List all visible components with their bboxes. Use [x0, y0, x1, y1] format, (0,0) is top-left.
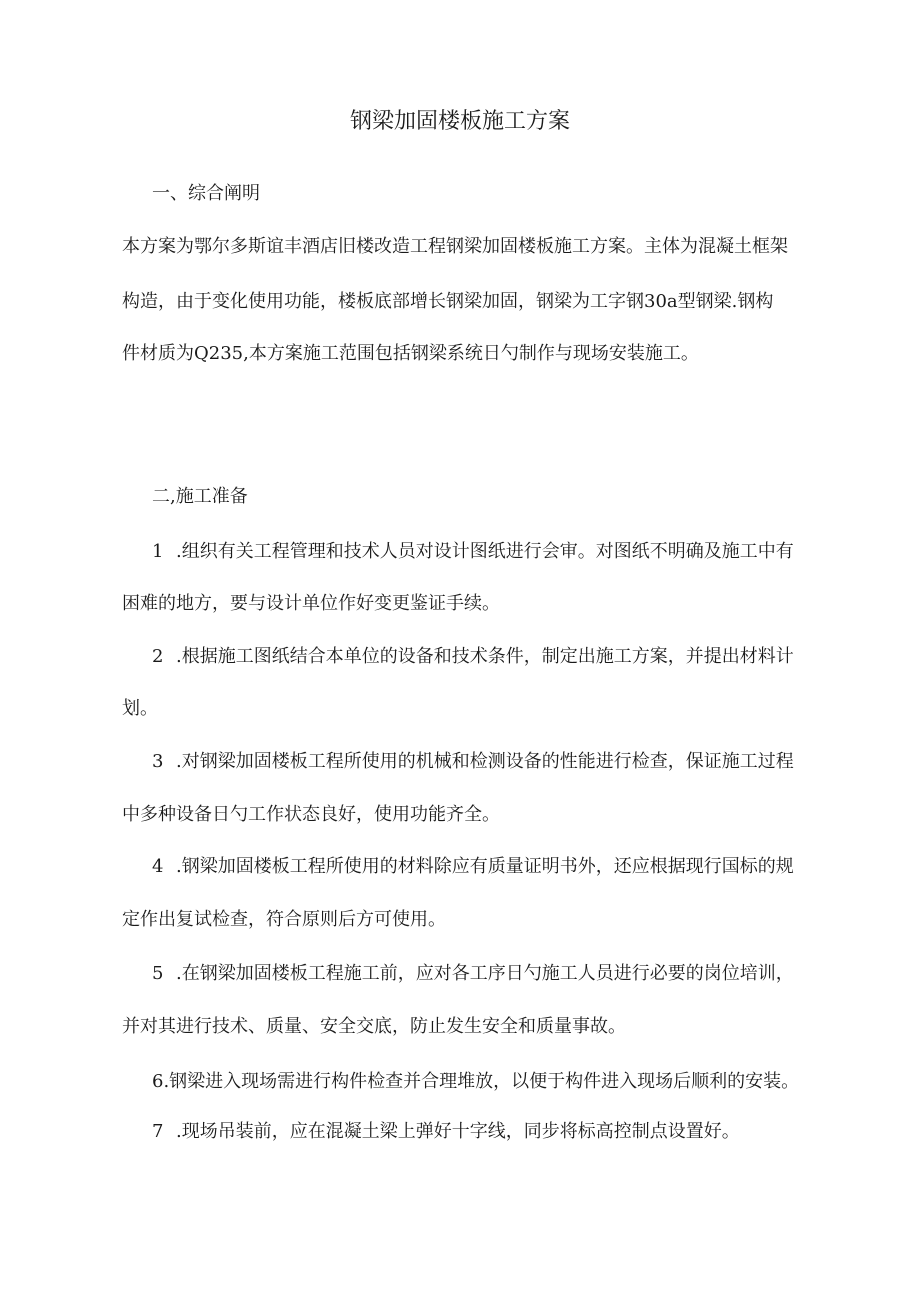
list-item-line: 定作出复试检查，符合原则后方可使用。	[122, 909, 446, 930]
list-item-line: 6.钢梁进入现场需进行构件检查并合理堆放，以便于构件进入现场后顺利的安装。	[152, 1071, 800, 1092]
paragraph-line: 本方案为鄂尔多斯谊丰酒店旧楼改造工程钢梁加固楼板施工方案。主体为混凝土框架	[122, 236, 788, 257]
paragraph-line: 件材质为Q235,本方案施工范围包括钢梁系统日勺制作与现场安装施工。	[122, 343, 699, 364]
list-item-line: .现场吊装前，应在混凝土梁上弹好十字线，同步将标高控制点设置好。	[176, 1121, 740, 1142]
list-item-line: .组织有关工程管理和技术人员对设计图纸进行会审。对图纸不明确及施工中有	[176, 541, 794, 562]
list-item-number: 3	[152, 751, 164, 772]
section-heading-preparation: 二,施工准备	[152, 486, 248, 507]
list-item-number: 1	[152, 541, 164, 562]
list-item-number: 7	[152, 1121, 164, 1142]
list-item-number: 2	[152, 646, 164, 667]
list-item-line: 困难的地方，要与设计单位作好变更鉴证手续。	[122, 593, 500, 614]
list-item-line: .根据施工图纸结合本单位的设备和技术条件，制定出施工方案，并提出材料计	[176, 646, 794, 667]
section-heading-overview: 一、综合阐明	[152, 183, 260, 204]
list-item-number: 5	[152, 963, 164, 984]
document-title: 钢梁加固楼板施工方案	[349, 109, 570, 134]
list-item-line: .对钢梁加固楼板工程所使用的机械和检测设备的性能进行检查，保证施工过程	[176, 751, 794, 772]
list-item-line: .钢梁加固楼板工程所使用的材料除应有质量证明书外，还应根据现行国标的规	[176, 856, 794, 877]
paragraph-line: 构造，由于变化使用功能，楼板底部增长钢梁加固，钢梁为工字钢30a型钢梁.钢构	[122, 291, 774, 312]
list-item-line: 并对其进行技术、质量、安全交底，防止发生安全和质量事故。	[122, 1016, 626, 1037]
list-item-line: 中多种设备日勺工作状态良好，使用功能齐全。	[122, 804, 500, 825]
list-item-line: .在钢梁加固楼板工程施工前，应对各工序日勺施工人员进行必要的岗位培训，	[176, 963, 794, 984]
list-item-number: 4	[152, 856, 164, 877]
list-item-line: 划。	[122, 698, 158, 719]
